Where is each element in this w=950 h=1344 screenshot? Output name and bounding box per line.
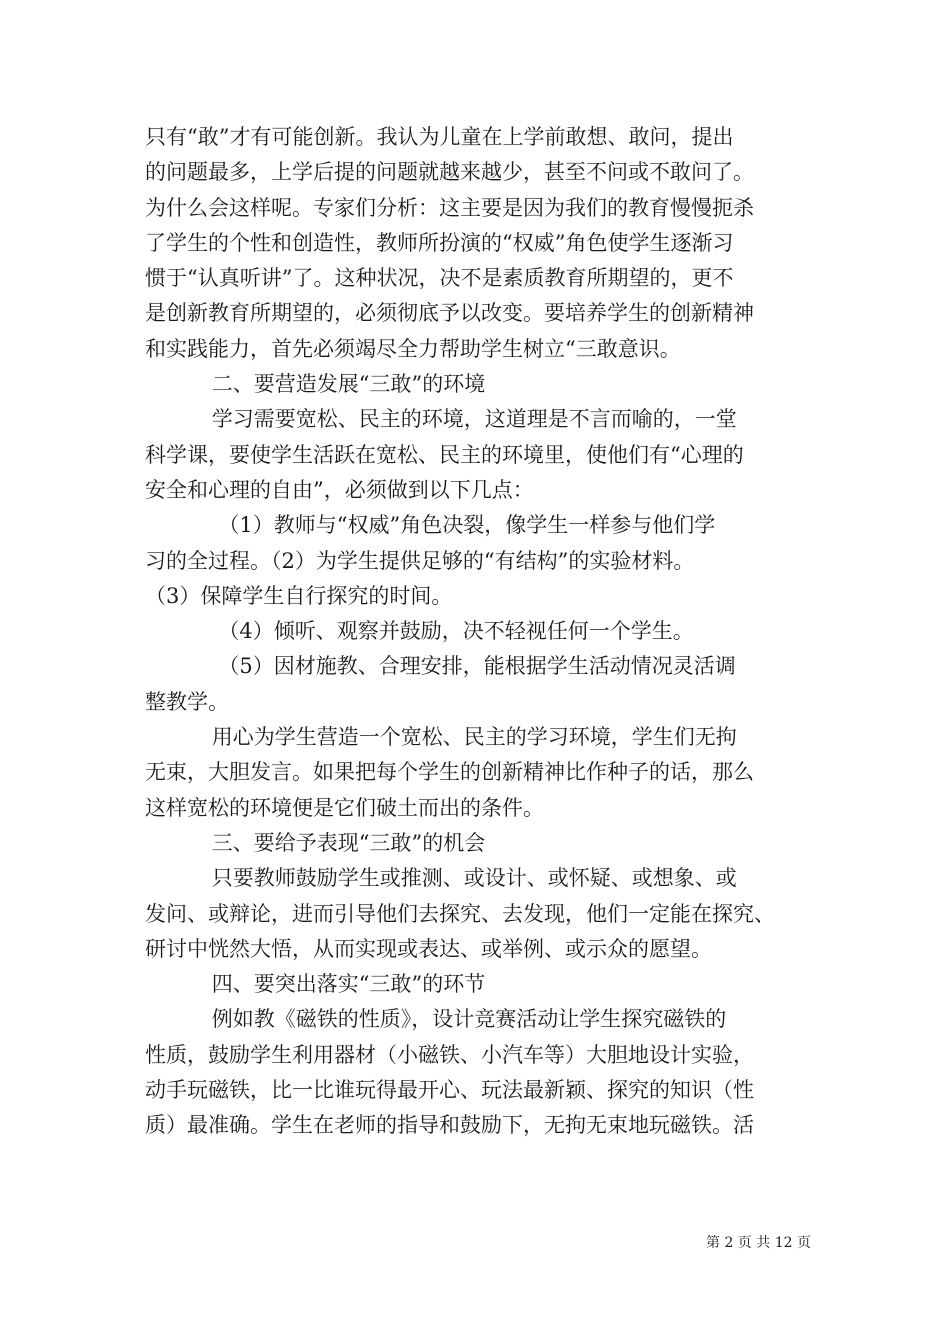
body-text [145,120,815,1144]
text-line: （4）倾听、观察并鼓励，决不轻视任何一个学生。 [145,619,694,644]
text-line: 例如教《磁铁的性质》，设计竞赛活动让学生探究磁铁的 [145,1007,727,1032]
text-line: 是创新教育所期望的，必须彻底予以改变。要培养学生的创新精神 [145,301,754,326]
text-line: 四、要突出落实“三敢”的环节 [145,972,486,997]
text-line: 只有“敢”才有可能创新。我认为儿童在上学前敢想、敢问，提出 [145,125,734,149]
text-line: 这样宽松的环境便是它们破土而出的条件。 [145,795,544,820]
text-line: 安全和心理的自由”，必须做到以下几点： [145,477,534,502]
text-line: 性质，鼓励学生利用器材（小磁铁、小汽车等）大胆地设计实验， [145,1042,754,1067]
text-line: 只要教师鼓励学生或推测、或设计、或怀疑、或想象、或 [145,866,737,891]
text-line: 学习需要宽松、民主的环境，这道理是不言而喻的，一堂 [145,407,737,432]
text-line: 惯于“认真听讲”了。这种状况，决不是素质教育所期望的，更不 [145,266,734,291]
text-line: 整教学。 [145,689,229,714]
text-line: 质）最准确。学生在老师的指导和鼓励下，无拘无束地玩磁铁。活 [145,1113,754,1138]
text-line: 研讨中恍然大悟，从而实现或表达、或举例、或示众的愿望。 [145,936,712,961]
text-line: 为什么会这样呢。专家们分析：这主要是因为我们的教育慢慢扼杀 [145,195,754,220]
text-line: 习的全过程。（2）为学生提供足够的“有结构”的实验材料。 [145,548,695,573]
text-line: 发问、或辩论，进而引导他们去探究、去发现，他们一定能在探究、 [145,901,775,926]
text-line: （5）因材施教、合理安排，能根据学生活动情况灵活调 [145,654,736,679]
text-line: 科学课，要使学生活跃在宽松、民主的环境里，使他们有“心理的 [145,442,744,467]
text-line: 用心为学生营造一个宽松、民主的学习环境，学生们无拘 [145,725,737,750]
text-line: 和实践能力，首先必须竭尽全力帮助学生树立“三敢意识。 [145,336,681,361]
text-line: 无束，大胆发言。如果把每个学生的创新精神比作种子的话，那么 [145,760,754,785]
text-line: （1）教师与“权威”角色决裂，像学生一样参与他们学 [145,513,716,538]
text-line: 动手玩磁铁，比一比谁玩得最开心、玩法最新颖、探究的知识（性 [145,1078,754,1103]
text-line: 的问题最多，上学后提的问题就越来越少，甚至不问或不敢问了。 [145,160,754,185]
text-line: 二、要营造发展“三敢”的环境 [145,372,486,397]
text-line: 了学生的个性和创造性，教师所扮演的“权威”角色使学生逐渐习 [145,230,734,255]
page-number: 第 2 页 共 12 页 [706,1235,811,1251]
text-line: （3）保障学生自行探究的时间。 [145,583,453,608]
text-line: 三、要给予表现“三敢”的机会 [145,830,486,855]
